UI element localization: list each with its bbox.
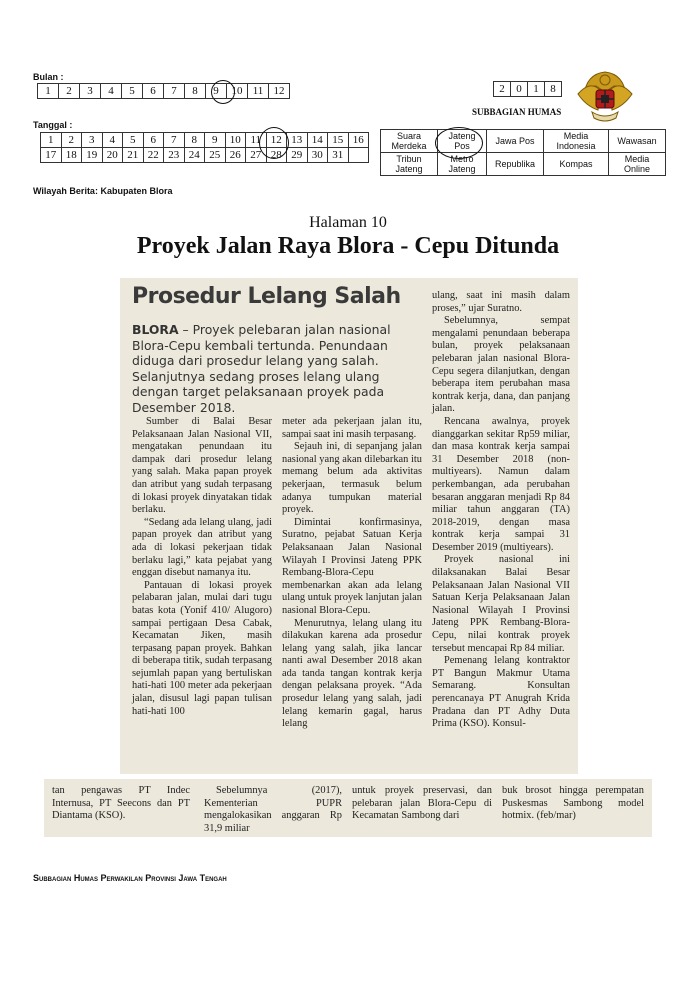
col1-paragraph: “Sedang ada lelang ulang, jadi papan proyek dan atribut yang ada di lokasi pekerjaan tidak berlaku lagi,” kata pejabat yang enggan disebut namanya itu. (132, 516, 272, 579)
col2-paragraph: Menurutnya, lelang ulang itu dilakukan karena ada prosedur lelang yang salah, jika lancar nanti awal Desember 2018 akan ada tanda tangan kontrak kerja dengan pelaksana proyek. “Ada prosedur lelang yang salah, jadi lelang kemarin gagal, harus lelang (282, 617, 422, 730)
col1-paragraph: Sumber di Balai Besar Pelaksanaan Jalan Nasional VII, mengatakan penundaan itu dampak dari prosedur lelang yang salah. Maka papan proyek dan atribut yang sudah terpasang di lokasi proyek dinyatakan tidak berlaku. (132, 416, 272, 516)
day-cell: 29 (287, 148, 308, 163)
month-cell: 11 (248, 84, 269, 99)
bulan-label: Bulan : (33, 72, 64, 82)
media-outlet-cell: Wawasan (609, 130, 666, 153)
day-cell: 7 (164, 133, 185, 148)
day-cell: 12 (266, 133, 287, 148)
media-outlet-cell: Jateng Pos (438, 130, 487, 153)
day-cell: 15 (328, 133, 349, 148)
day-cell: 13 (287, 133, 308, 148)
month-cell: 8 (185, 84, 206, 99)
col1-paragraph: Pantauan di lokasi proyek pelabaran jalan, mulai dari tugu batas kota (Yonif 410/ Alugoro) sampai pertigaan Desa Cabak, Kecamatan Jiken, masih terpasang papan proyek. Bahkan di beberapa titik, sudah terpasang sejumlah papan yang bertuliskan hati-hati 100 meter ada pekerjaan jalan, disusul lagi papan tulisan hati-hati 100 (132, 579, 272, 717)
col3-paragraph: ulang, saat ini masih dalam proses,” ujar Suratno. (432, 290, 570, 314)
day-cell: 20 (102, 148, 123, 163)
col3-paragraph: Proyek nasional ini dilaksanakan Balai Besar Pelaksanaan Jalan Nasional VII Satuan Kerja Pelaksanaan Jalan Nasional Wilayah I Provinsi Jateng PPK Rembang-Blora-Cepu, nilai kontrak proyek tersebut mencapai Rp 84 miliar. (432, 554, 570, 654)
media-outlet-cell: Jawa Pos (487, 130, 544, 153)
wilayah-berita: Wilayah Berita: Kabupaten Blora (33, 186, 173, 196)
day-cell: 4 (102, 133, 123, 148)
day-cell: 1 (41, 133, 62, 148)
day-cell: 9 (205, 133, 226, 148)
month-highlight-circle (211, 80, 235, 104)
day-cell: 30 (307, 148, 328, 163)
column-1 (132, 416, 272, 718)
strip-column-2 (204, 785, 342, 835)
headline: Proyek Jalan Raya Blora - Cepu Ditunda (136, 233, 560, 259)
day-cell: 25 (205, 148, 226, 163)
year-digit-cell: 8 (545, 82, 562, 97)
clipping-lead (132, 322, 418, 415)
day-cell: 24 (184, 148, 205, 163)
col3-paragraph: Sebelumnya, sempat mengalami penundaan beberapa bulan, proyek pelaksanaan pelebaran jalan nasional Blora-Cepu segera dilanjutkan, dengan beberapa item perubahan masa kontrak kerja, dana, dan panjang jalan. (432, 315, 570, 415)
month-cell: 1 (38, 84, 59, 99)
col3-paragraph: Pemenang lelang kontraktor PT Bangun Makmur Utama Semarang. Konsultan perencanaya PT Anugrah Krida Pradana dan PT Adhy Duta Prima (KSO). Konsul- (432, 655, 570, 730)
media-outlet-cell: Tribun Jateng (381, 153, 438, 176)
strip-paragraph: Sebelumnya (2017), Kementerian PUPR mengalokasikan anggaran Rp 31,9 miliar (204, 785, 342, 834)
clipping-kicker: Prosedur Lelang Salah (132, 284, 401, 309)
media-outlet-cell: Media Online (609, 153, 666, 176)
year-digit-cell: 1 (528, 82, 545, 97)
strip-paragraph: tan pengawas PT Indec Internusa, PT Seecons dan PT Diantama (KSO). (52, 785, 190, 822)
newspaper-clipping-strip (44, 779, 652, 837)
month-grid (37, 83, 290, 99)
day-cell: 2 (61, 133, 82, 148)
year-grid (493, 81, 562, 97)
day-cell: 22 (143, 148, 164, 163)
month-cell: 5 (122, 84, 143, 99)
day-cell: 11 (246, 133, 267, 148)
col2-paragraph: Dimintai konfirmasinya, Suratno, pejabat Satuan Kerja Pelaksanaan Jalan Nasional Wilayah I Provinsi Jateng PPK Rembang-Blora-Cepu membenarkan akan ada lelang ulang untuk proyek lanjutan jalan nasional Blora-Cepu. (282, 516, 422, 616)
day-cell: 8 (184, 133, 205, 148)
col2-paragraph: Sejauh ini, di sepanjang jalan nasional yang akan dilebarkan itu memang belum ada aktivitas pekerjaan, termasuk belum adanya tumpukan material proyek. (282, 441, 422, 516)
month-cell: 2 (59, 84, 80, 99)
day-cell: 21 (123, 148, 144, 163)
day-cell: 19 (82, 148, 103, 163)
day-cell: 31 (328, 148, 349, 163)
year-digit-cell: 2 (494, 82, 511, 97)
month-cell: 3 (80, 84, 101, 99)
strip-paragraph: untuk proyek preservasi, dan pelebaran jalan Blora-Cepu di Kecamatan Sambong dari (352, 785, 492, 822)
media-table (380, 129, 666, 176)
column-2 (282, 416, 422, 731)
tanggal-label: Tanggal : (33, 120, 73, 130)
year-digit-cell: 0 (511, 82, 528, 97)
media-outlet-cell: Metro Jateng (438, 153, 487, 176)
strip-column-1 (52, 785, 190, 823)
footer-text: Subbagian Humas Perwakilan Provinsi Jawa Tengah (33, 873, 227, 883)
media-outlet-cell: Suara Merdeka (381, 130, 438, 153)
day-grid (40, 132, 369, 163)
media-outlet-cell: Media Indonesia (544, 130, 609, 153)
strip-column-3 (352, 785, 492, 823)
day-cell (348, 148, 369, 163)
day-cell: 6 (143, 133, 164, 148)
day-cell: 28 (266, 148, 287, 163)
day-cell: 17 (41, 148, 62, 163)
media-outlet-cell: Kompas (544, 153, 609, 176)
strip-column-4 (502, 785, 644, 823)
month-cell: 12 (269, 84, 290, 99)
subbagian-humas-label: SUBBAGIAN HUMAS (472, 107, 562, 117)
newspaper-clipping (120, 278, 578, 774)
media-highlight-circle (435, 127, 483, 159)
day-highlight-circle (259, 127, 289, 159)
day-cell: 18 (61, 148, 82, 163)
month-cell: 6 (143, 84, 164, 99)
month-cell: 4 (101, 84, 122, 99)
media-outlet-cell: Republika (487, 153, 544, 176)
day-cell: 27 (246, 148, 267, 163)
day-cell: 14 (307, 133, 328, 148)
column-3 (432, 290, 570, 731)
day-cell: 10 (225, 133, 246, 148)
day-cell: 16 (348, 133, 369, 148)
day-cell: 26 (225, 148, 246, 163)
day-cell: 23 (164, 148, 185, 163)
col2-paragraph: meter ada pekerjaan jalan itu, sampai saat ini masih terpasang. (282, 416, 422, 440)
month-cell: 10 (227, 84, 248, 99)
col3-paragraph: Rencana awalnya, proyek dianggarkan sekitar Rp59 miliar, dan masa kontrak kerja sampai 31 Desember 2018 (non-multiyears). Namun dalam perkembangan, ada perubahan besaran anggaran menjadi Rp 84 miliar tahun anggaran (TA) 2018-2019, dengan masa kontrak kerja sampai 31 Desember 2019 (multiyears). (432, 415, 570, 553)
garuda-emblem-icon (574, 66, 636, 128)
page-number: Halaman 10 (309, 214, 387, 231)
month-cell: 7 (164, 84, 185, 99)
month-cell: 9 (206, 84, 227, 99)
lead-text: – Proyek pelebaran jalan nasional Blora-Cepu kembali tertunda. Penundaan diduga dari prosedur lelang yang salah. Selanjutnya sedang proses lelang ulang dengan target pelaksanaan proyek pada Desember 2018. (132, 322, 391, 415)
lead-dateline: BLORA (132, 322, 179, 337)
strip-paragraph: buk brosot hingga perempatan Puskesmas Sambong model hotmix. (feb/mar) (502, 785, 644, 822)
day-cell: 5 (123, 133, 144, 148)
day-cell: 3 (82, 133, 103, 148)
